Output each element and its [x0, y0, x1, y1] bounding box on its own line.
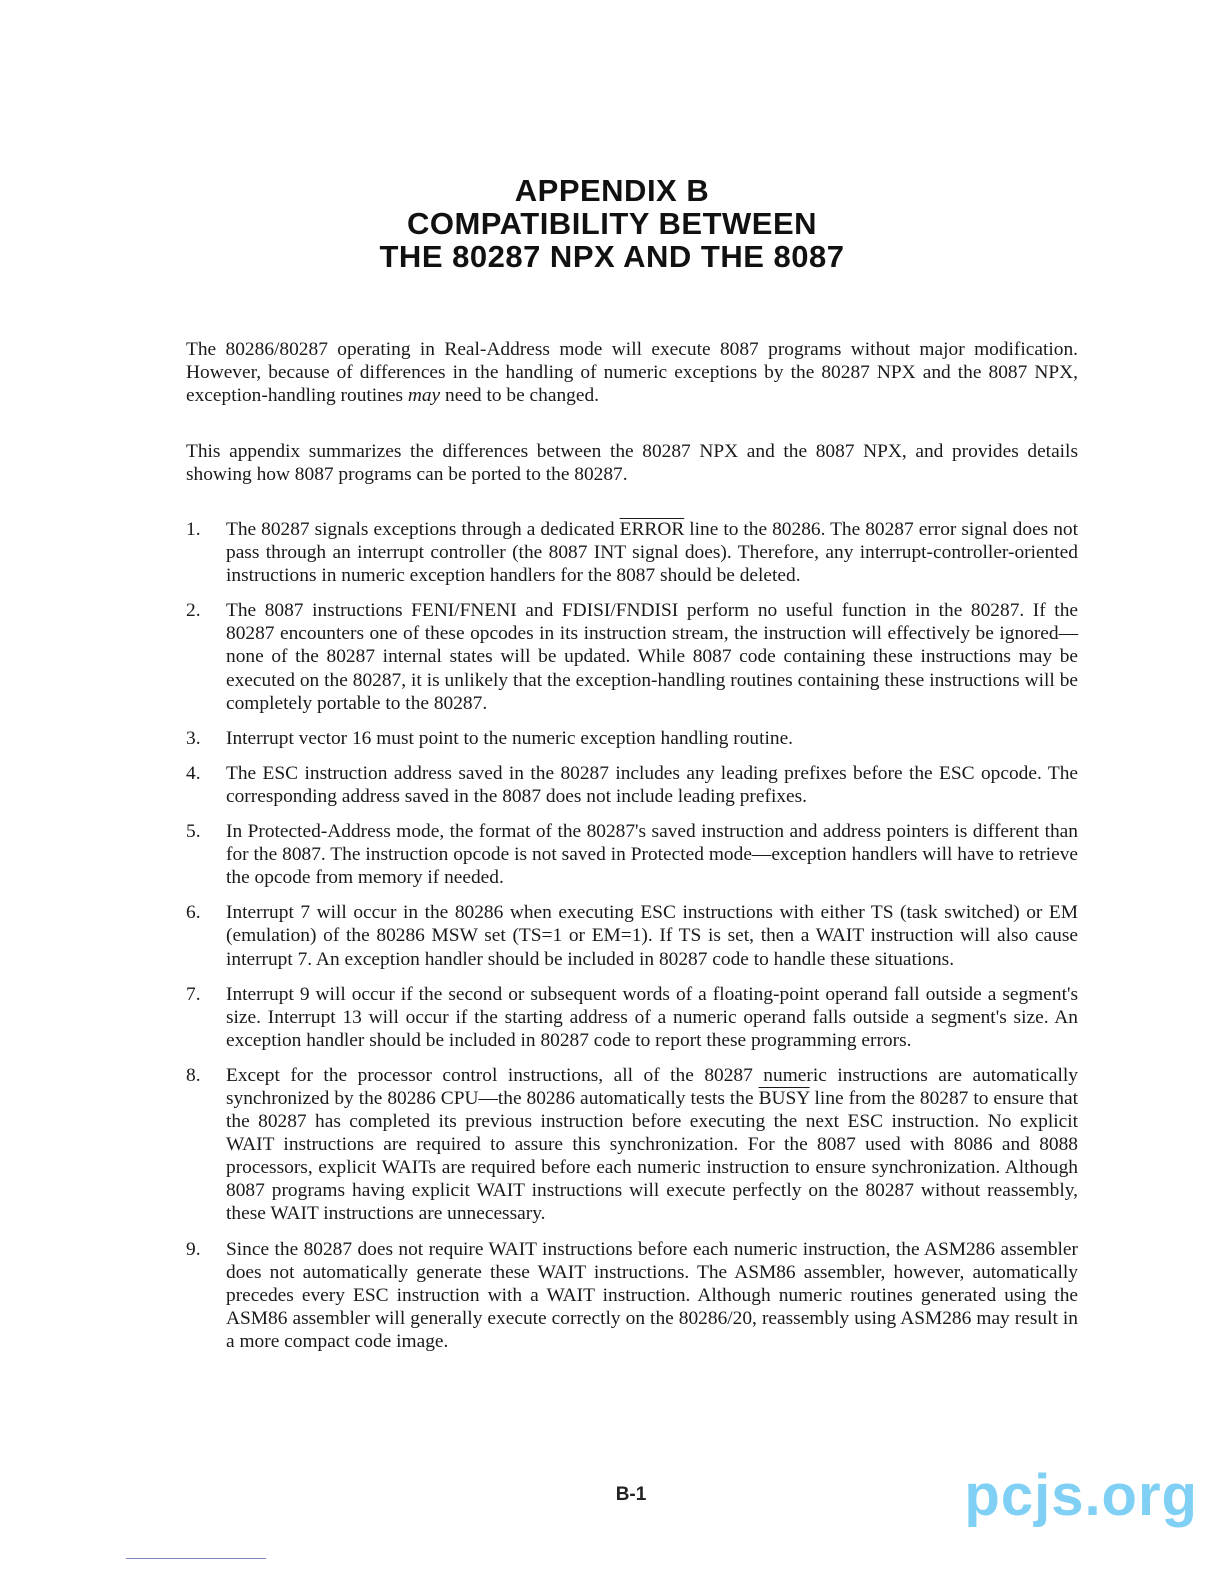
list-item-number: 5.: [186, 821, 201, 843]
intro-paragraph-2: This appendix summarizes the differences between the 80287 NPX and the 8087 NPX, and provides details showing how 8087 programs can be ported to the 80287.: [186, 441, 1078, 486]
differences-list: [186, 518, 1078, 1365]
error-signal-name: ERROR: [619, 519, 685, 540]
pcjs-watermark: pcjs.org: [964, 1463, 1198, 1528]
list-item-number: 4.: [186, 762, 201, 784]
list-item-text: In Protected-Address mode, the format of the 80287's saved instruction and address pointers is different than for the 8087. The instruction opcode is not saved in Protected mode—exception handlers will have to retrieve the opcode from memory if needed.: [226, 821, 1078, 889]
list-item: [186, 1238, 1078, 1353]
intro-emphasis: may: [407, 385, 441, 407]
list-item-text: Interrupt 7 will occur in the 80286 when executing ESC instructions with either TS (task switched) or EM (emulation) of the 80286 MSW set (TS=1 or EM=1). If TS is set, then a WAIT instruction will also cause interrupt 7. An exception handler should be included in 80287 code to handle these situations.: [226, 902, 1078, 970]
list-item: [186, 901, 1078, 970]
list-item: [186, 820, 1078, 889]
list-item-text: line to the 80286. The 80287 error signal does not pass through an interrupt controller (the 8087 INT signal does). Therefore, any interrupt-controller-oriented instructions in numeric exception handlers for the 8087 should be deleted.: [226, 519, 1078, 587]
list-item: [186, 599, 1078, 714]
list-item-text: Interrupt vector 16 must point to the numeric exception handling routine.: [226, 727, 794, 749]
title-line-2: COMPATIBILITY BETWEEN: [406, 206, 818, 241]
footer-rule: [126, 1558, 266, 1559]
page-number: B-1: [615, 1484, 647, 1505]
list-item: [186, 983, 1078, 1052]
list-item-text: The ESC instruction address saved in the 80287 includes any leading prefixes before the ESC opcode. The corresponding address saved in the 8087 does not include leading prefixes.: [226, 762, 1078, 807]
title-line-1: APPENDIX B: [514, 173, 710, 208]
list-item: [186, 518, 1078, 587]
list-item-number: 9.: [186, 1238, 201, 1260]
list-item-text: line from the 80287 to ensure that the 80287 has completed its previous instruction before executing the next ESC instruction. No explicit WAIT instructions are required to assure this synchronization. For the 8087 used with 8086 and 8088 processors, explicit WAITs are required before each numeric instruction to ensure synchronization. Although 8087 programs having explicit WAIT instructions will execute perfectly on the 80287 without reassembly, these WAIT instructions are unnecessary.: [226, 1087, 1078, 1225]
title-line-3: THE 80287 NPX AND THE 8087: [379, 239, 845, 274]
list-item-text: Since the 80287 does not require WAIT instructions before each numeric instruction, the ASM286 assembler does not automatically generate these WAIT instructions. The ASM86 assembler, however, automatically precedes every ESC instruction with a WAIT instruction. Although numeric routines generated using the ASM86 assembler will generally execute correctly on the 80286/20, reassembly using ASM286 may result in a more compact code image.: [226, 1238, 1078, 1352]
list-item-text: The 80287 signals exceptions through a dedicated: [226, 519, 620, 540]
list-item-number: 3.: [186, 727, 201, 749]
list-item-number: 1.: [186, 519, 201, 540]
list-item-text: Interrupt 9 will occur if the second or subsequent words of a floating-point operand fall outside a segment's size. Interrupt 13 will occur if the starting address of a numeric operand falls outside a segment's size. An exception handler should be included in 80287 code to report these programming errors.: [226, 983, 1078, 1051]
list-item-number: 8.: [186, 1064, 201, 1086]
list-item-number: 6.: [186, 902, 201, 924]
intro-text-end: need to be changed.: [440, 385, 599, 407]
list-item: [186, 762, 1078, 808]
appendix-title: [0, 174, 1224, 273]
list-item: [186, 1064, 1078, 1226]
intro-paragraph-1: [186, 338, 1078, 407]
busy-signal-name: BUSY: [758, 1087, 810, 1109]
list-item-text: Except for the processor control instructions, all of the 80287 numeric instructions are automatically synchronized by the 80286 CPU—the 80286 automatically tests the: [226, 1064, 1078, 1109]
list-item-number: 2.: [186, 600, 201, 622]
list-item: [186, 727, 1078, 750]
list-item-number: 7.: [186, 983, 201, 1005]
intro-text-start: The 80286/80287 operating in Real-Address mode will execute 8087 programs without major modification. However, because of differences in the handling of numeric exceptions by the 80287 NPX and the 8087 NPX, exception-handling routines: [186, 339, 1078, 407]
list-item-text: The 8087 instructions FENI/FNENI and FDISI/FNDISI perform no useful function in the 80287. If the 80287 encounters one of these opcodes in its instruction stream, the instruction will effectively be ignored—none of the 80287 internal states will be updated. While 8087 code containing these instructions may be executed on the 80287, it is unlikely that the exception-handling routines containing these instructions will be completely portable to the 80287.: [226, 600, 1078, 714]
